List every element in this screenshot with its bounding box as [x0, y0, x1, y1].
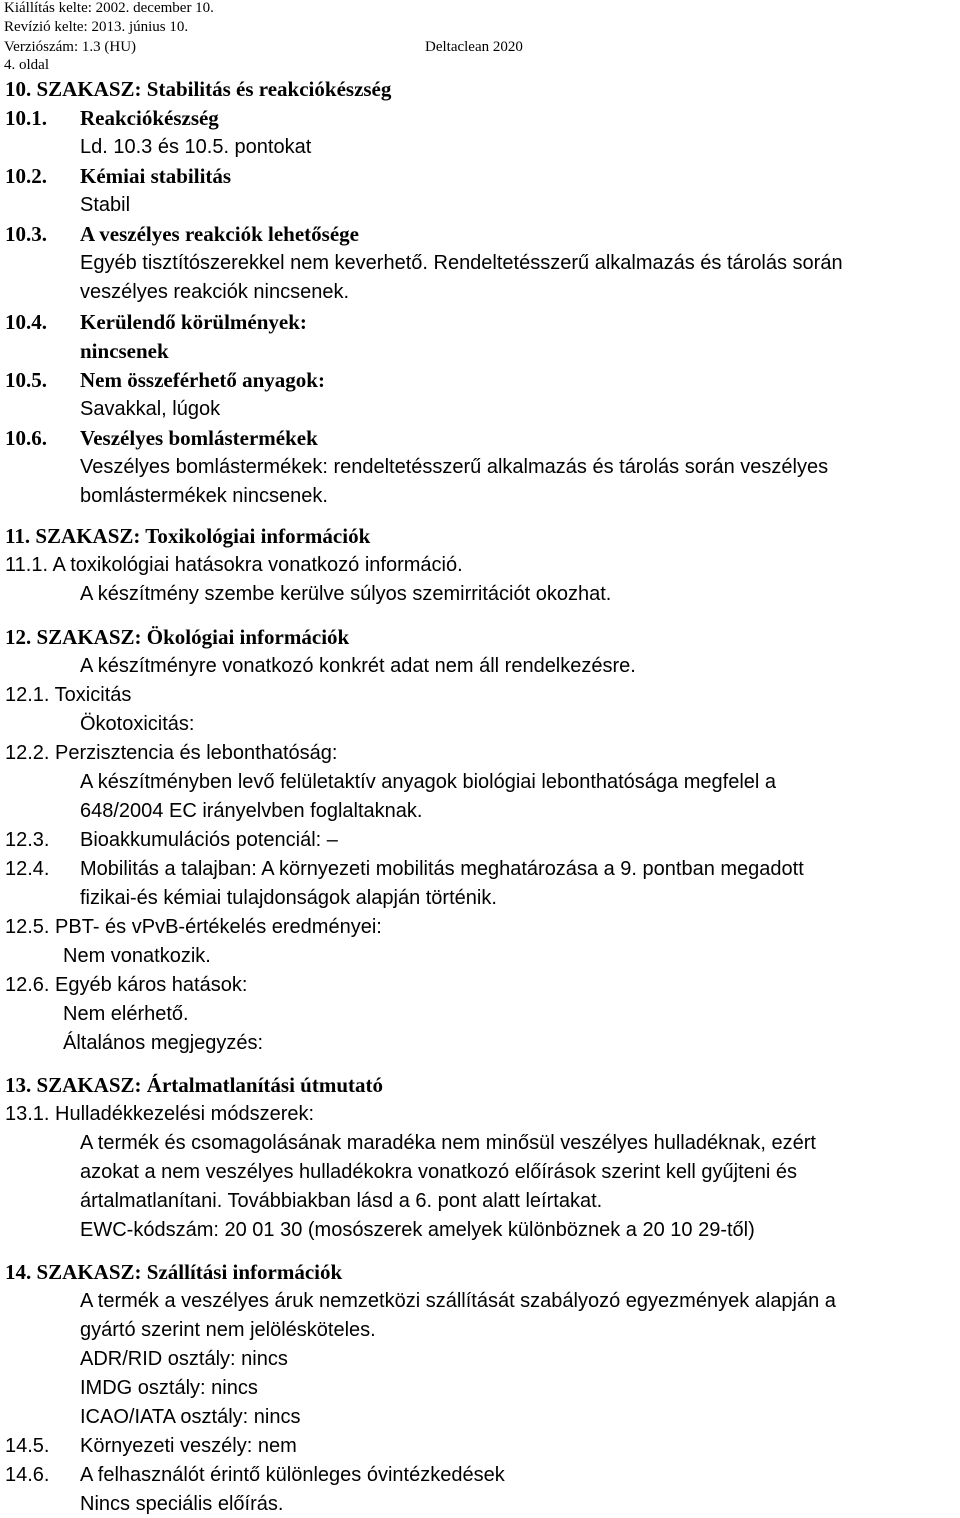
section-10-3-heading: A veszélyes reakciók lehetősége [80, 222, 359, 246]
section-12-intro: A készítményre vonatkozó konkrét adat nem áll rendelkezésre. [80, 655, 636, 677]
section-14-5-number: 14.5. [5, 1435, 50, 1457]
section-10-3-text-line-1: Egyéb tisztítószerekkel nem keverhető. Rendeltetésszerű alkalmazás és tárolás során [80, 252, 843, 274]
adr-rid-class: ADR/RID osztály: nincs [80, 1348, 288, 1370]
section-12-4-text-line-2: fizikai-és kémiai tulajdonságok alapján történik. [80, 887, 497, 909]
product-name: Deltaclean 2020 [425, 39, 523, 55]
section-14-6-heading: A felhasználót érintő különleges óvintézkedések [80, 1464, 505, 1486]
section-12-4-number: 12.4. [5, 858, 50, 880]
section-11-1-text: A készítmény szembe kerülve súlyos szemirritációt okozhat. [80, 583, 612, 605]
section-10-2-text: Stabil [80, 194, 131, 216]
section-10-3-number: 10.3. [5, 222, 47, 246]
section-10-4-number: 10.4. [5, 310, 47, 334]
section-10-5-text: Savakkal, lúgok [80, 398, 221, 420]
section-13-1-text-line-1: A termék és csomagolásának maradéka nem minősül veszélyes hulladéknak, ezért [80, 1132, 816, 1154]
page-number: 4. oldal [4, 57, 49, 73]
section-10-1-number: 10.1. [5, 106, 47, 130]
section-12-6-heading: 12.6. Egyéb káros hatások: [5, 974, 248, 996]
section-12-1-text: Ökotoxicitás: [80, 713, 195, 735]
section-11-1-line: 11.1. A toxikológiai hatásokra vonatkozó információ. [5, 554, 463, 576]
section-12-6-text: Nem elérhető. [63, 1003, 189, 1025]
section-14-6-text: Nincs speciális előírás. [80, 1493, 284, 1515]
section-12-5-heading: 12.5. PBT- és vPvB-értékelés eredményei: [5, 916, 382, 938]
section-10-1-heading: Reakciókészség [80, 106, 219, 130]
section-10-title: 10. SZAKASZ: Stabilitás és reakciókészség [5, 77, 392, 101]
section-12-2-text-line-2: 648/2004 EC irányelvben foglaltaknak. [80, 800, 423, 822]
section-10-2-number: 10.2. [5, 164, 47, 188]
section-10-1-text: Ld. 10.3 és 10.5. pontokat [80, 136, 312, 158]
section-12-2-heading: 12.2. Perzisztencia és lebonthatóság: [5, 742, 338, 764]
section-12-5-text: Nem vonatkozik. [63, 945, 211, 967]
section-13-title: 13. SZAKASZ: Ártalmatlanítási útmutató [5, 1073, 384, 1097]
section-12-3-text: Bioakkumulációs potenciál: – [80, 829, 338, 851]
revision-date: Revízió kelte: 2013. június 10. [4, 19, 189, 35]
general-remark: Általános megjegyzés: [63, 1032, 264, 1054]
section-10-5-number: 10.5. [5, 368, 47, 392]
section-14-6-number: 14.6. [5, 1464, 50, 1486]
section-14-text-line-2: gyártó szerint nem jelölésköteles. [80, 1319, 376, 1341]
ewc-code: EWC-kódszám: 20 01 30 (mosószerek amelyek különböznek a 20 10 29-től) [80, 1219, 755, 1241]
section-10-4-heading: Kerülendő körülmények: [80, 310, 307, 334]
icao-iata-class: ICAO/IATA osztály: nincs [80, 1406, 301, 1428]
section-12-4-text-line-1: Mobilitás a talajban: A környezeti mobilitás meghatározása a 9. pontban megadott [80, 858, 804, 880]
section-10-2-heading: Kémiai stabilitás [80, 164, 232, 188]
section-13-1-text-line-3: ártalmatlanítani. Továbbiakban lásd a 6. pont alatt leírtakat. [80, 1190, 603, 1212]
section-10-6-number: 10.6. [5, 426, 47, 450]
section-12-title: 12. SZAKASZ: Ökológiai információk [5, 625, 350, 649]
issue-date: Kiállítás kelte: 2002. december 10. [4, 0, 214, 16]
section-10-4-text: nincsenek [80, 339, 169, 363]
section-14-title: 14. SZAKASZ: Szállítási információk [5, 1260, 343, 1284]
section-10-6-text-line-1: Veszélyes bomlástermékek: rendeltetésszerű alkalmazás és tárolás során veszélyes [80, 456, 829, 478]
section-12-2-text-line-1: A készítményben levő felületaktív anyagok biológiai lebonthatósága megfelel a [80, 771, 777, 793]
section-10-6-heading: Veszélyes bomlástermékek [80, 426, 318, 450]
section-10-6-text-line-2: bomlástermékek nincsenek. [80, 485, 328, 507]
section-14-text-line-1: A termék a veszélyes áruk nemzetközi szállítását szabályozó egyezmények alapján a [80, 1290, 836, 1312]
section-11-title: 11. SZAKASZ: Toxikológiai információk [5, 524, 371, 548]
section-10-3-text-line-2: veszélyes reakciók nincsenek. [80, 281, 350, 303]
imdg-class: IMDG osztály: nincs [80, 1377, 258, 1399]
section-14-5-text: Környezeti veszély: nem [80, 1435, 297, 1457]
section-12-1-heading: 12.1. Toxicitás [5, 684, 132, 706]
section-10-5-heading: Nem összeférhető anyagok: [80, 368, 325, 392]
version-number: Verziószám: 1.3 (HU) [4, 39, 137, 55]
section-13-1-text-line-2: azokat a nem veszélyes hulladékokra vonatkozó előírások szerint kell gyűjteni és [80, 1161, 798, 1183]
section-13-1-heading: 13.1. Hulladékkezelési módszerek: [5, 1103, 315, 1125]
section-12-3-number: 12.3. [5, 829, 50, 851]
